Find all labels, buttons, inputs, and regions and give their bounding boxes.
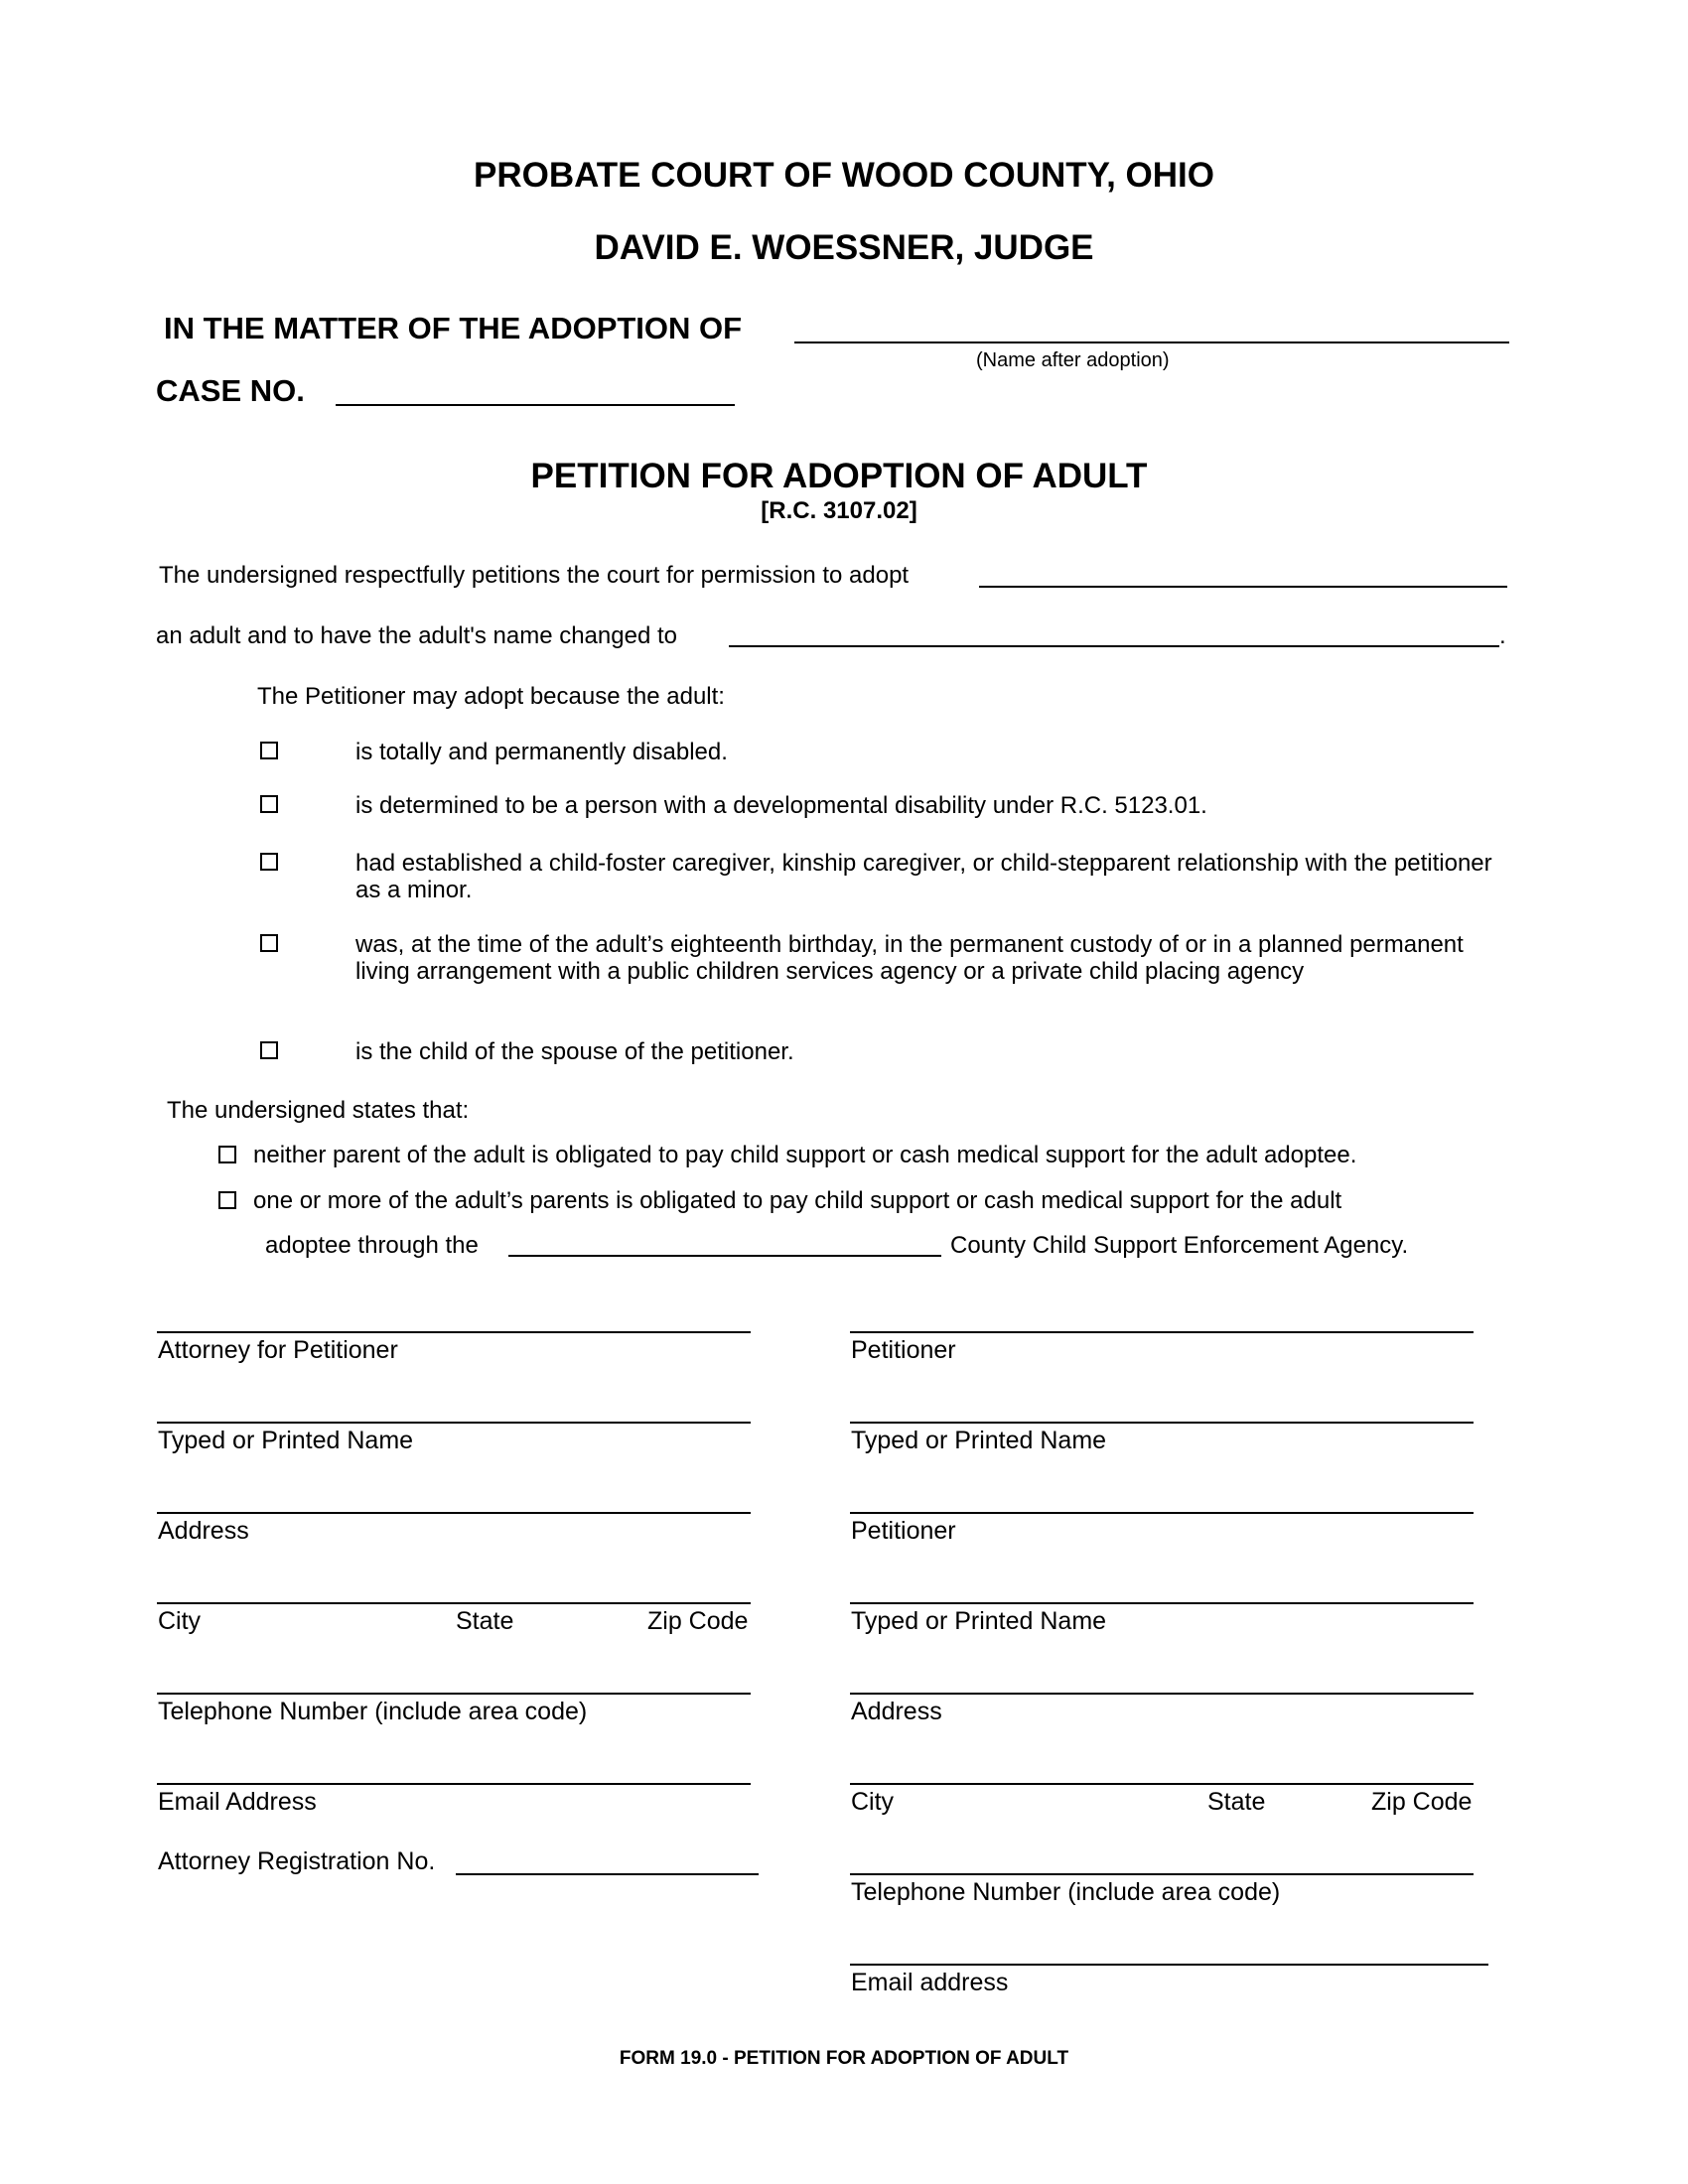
new-name-field[interactable] [729,645,1499,647]
attorney-telephone-label: Telephone Number (include area code) [158,1698,588,1725]
petitioner-email-line[interactable] [850,1964,1488,1966]
intro-line-2-period: . [1499,622,1506,649]
support-option-1: neither parent of the adult is obligated to pay child support or cash medical support for the adult adoptee. [253,1142,1357,1168]
support-option-2: one or more of the adult’s parents is obligated to pay child support or cash medical support for the adult [253,1187,1342,1214]
petitioner-city-label: City [851,1788,895,1816]
statute-reference: [R.C. 3107.02] [761,497,917,524]
form-footer: FORM 19.0 - PETITION FOR ADOPTION OF ADULT [619,2048,1069,2069]
attorney-zip-label: Zip Code [647,1607,749,1635]
petitioner-email-label: Email address [851,1969,1009,1996]
petitioner1-signature-line[interactable] [850,1331,1474,1333]
reason-text-3: had established a child-foster caregiver, kinship caregiver, or child-stepparent relationship with the petitioner as a minor. [355,850,1492,903]
reason-text-2: is determined to be a person with a developmental disability under R.C. 5123.01. [355,792,1207,819]
support-option-2-cont-b: County Child Support Enforcement Agency. [950,1232,1409,1259]
petition-title: PETITION FOR ADOPTION OF ADULT [530,457,1148,495]
attorney-label: Attorney for Petitioner [158,1336,398,1364]
petitioner1-label: Petitioner [851,1336,956,1364]
reason-text-4: was, at the time of the adult’s eighteenth birthday, in the permanent custody of or in a planned permanent living arrangement with a public children services agency or a private child placing agency [355,931,1464,985]
attorney-name-line[interactable] [157,1422,751,1424]
attorney-city-label: City [158,1607,202,1635]
support-checkbox-1[interactable] [218,1146,236,1163]
petitioner-telephone-line[interactable] [850,1873,1474,1875]
reason-checkbox-4[interactable] [260,934,278,952]
petitioner-address-label: Address [851,1698,942,1725]
attorney-address-line[interactable] [157,1512,751,1514]
attorney-telephone-line[interactable] [157,1693,751,1695]
reason-text-5: is the child of the spouse of the petitioner. [355,1038,794,1065]
attorney-address-label: Address [158,1517,249,1545]
intro-line-2: an adult and to have the adult's name changed to [156,622,677,649]
attorney-email-label: Email Address [158,1788,317,1816]
petitioner2-label: Petitioner [851,1517,956,1545]
petitioner2-name-line[interactable] [850,1602,1474,1604]
adoptee-name-field[interactable] [794,341,1509,343]
county-field[interactable] [508,1255,941,1257]
petitioner-telephone-label: Telephone Number (include area code) [851,1878,1281,1906]
reason-text-1: is totally and permanently disabled. [355,739,728,765]
attorney-state-label: State [456,1607,514,1635]
attorney-name-label: Typed or Printed Name [158,1427,414,1454]
intro-line-1: The undersigned respectfully petitions the court for permission to adopt [159,562,910,589]
petitioner2-name-label: Typed or Printed Name [851,1607,1107,1635]
support-checkbox-2[interactable] [218,1191,236,1209]
petitioner1-name-label: Typed or Printed Name [851,1427,1107,1454]
attorney-email-line[interactable] [157,1783,751,1785]
name-after-adoption-note: (Name after adoption) [976,349,1170,371]
petitioner-state-label: State [1207,1788,1266,1816]
attorney-signature-line[interactable] [157,1331,751,1333]
attorney-city-line[interactable] [157,1602,751,1604]
reason-checkbox-5[interactable] [260,1041,278,1059]
support-lead: The undersigned states that: [167,1097,470,1124]
attorney-registration-label: Attorney Registration No. [158,1847,436,1875]
reason-checkbox-2[interactable] [260,795,278,813]
attorney-registration-line[interactable] [456,1873,759,1875]
petitioner-address-line[interactable] [850,1693,1474,1695]
petitioner2-signature-line[interactable] [850,1512,1474,1514]
case-number-label: CASE NO. [156,373,305,408]
reason-checkbox-1[interactable] [260,742,278,759]
petitioner-city-line[interactable] [850,1783,1474,1785]
support-option-2-cont-a: adoptee through the [265,1232,479,1259]
matter-label: IN THE MATTER OF THE ADOPTION OF [164,311,743,345]
reason-checkbox-3[interactable] [260,853,278,871]
court-title: PROBATE COURT OF WOOD COUNTY, OHIO [473,156,1214,195]
petitioner-zip-label: Zip Code [1371,1788,1473,1816]
petitioner1-name-line[interactable] [850,1422,1474,1424]
case-number-field[interactable] [336,404,735,406]
adoptee-current-name-field[interactable] [979,586,1507,588]
judge-name: DAVID E. WOESSNER, JUDGE [594,228,1094,267]
reasons-lead: The Petitioner may adopt because the adult: [257,683,725,710]
